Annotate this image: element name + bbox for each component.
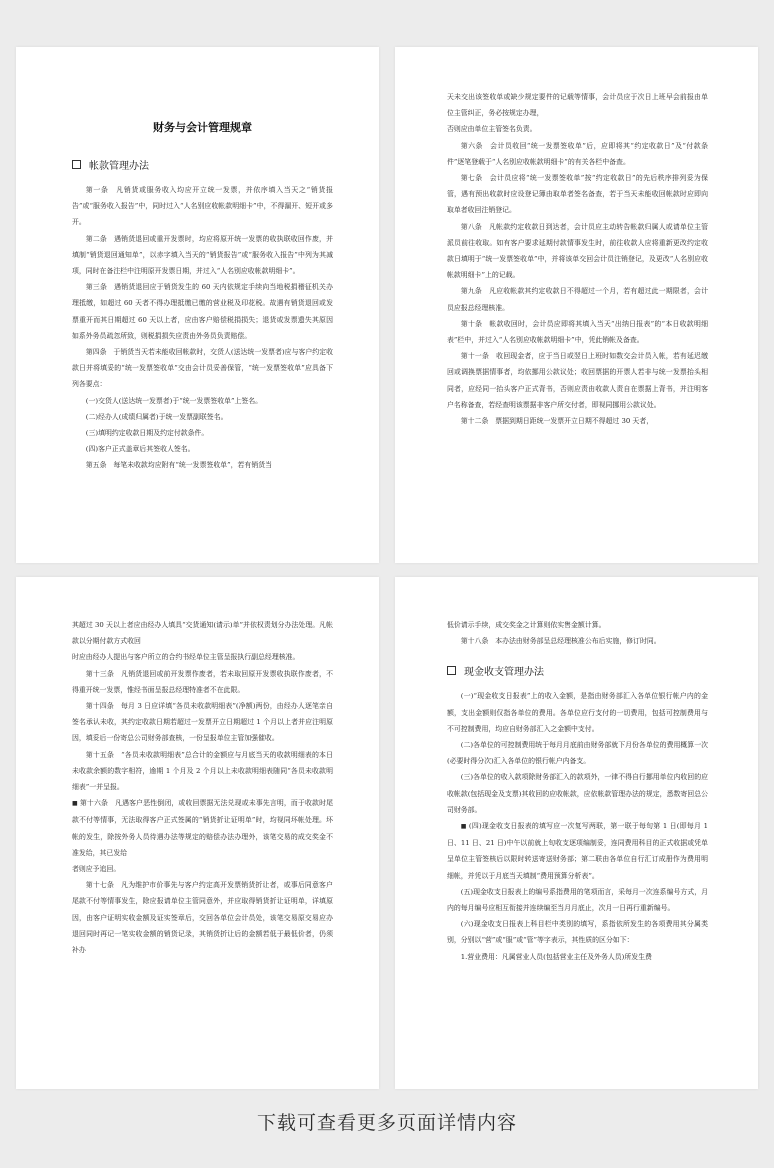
paragraph: (三)各单位的收入款项除财务部汇入的款项外，一律不得自行挪用单位内收回的应收帐款(包括现金及支票)其收回的应收帐款，应依帐款管理办法的规定，悉数寄回总公司财务部。 bbox=[447, 773, 708, 814]
paragraph: 第十七条 凡为维护市价事先与客户约定高开发票销货折让者，或事后同意客户尾款不付等情事发生，除应报请单位主管同意外，并应取得销货折让证明单，详填原因，由客户证明实收金额及证实签章后，交回各单位会计员处，该笔交易原交易应办退回同时再记一笔实收金额的销货记录，其销货折让后的金额若低于最低价者，仍须补办 bbox=[72, 881, 333, 955]
paragraph: 第十四条 每月 3 日应详填“各员未收款明细表”(净额)两份，由经办人逐笔亲自签名承认未收，其约定收款日期若超过一发票开立日期超过 1 个月以上者并应注明原因，填妥后一份寄总公司财务部查核，一份呈报单位主管加强催收。 bbox=[72, 702, 333, 743]
paragraph: 第七条 会计员应将“统一发票签收单”按“约定收款日”的先后秩序排列妥为保管，遇有预出收款时应设登记簿由取单者签名备查，若于当天未能收回帐款时应即向取单者收回注销登记。 bbox=[447, 174, 708, 215]
section-heading-text: 现金收支管理办法 bbox=[464, 667, 544, 679]
paragraph: (二)各单位的可控制费用统于每月月底前由财务部就下月份各单位的费用概算一次(必要时得分次)汇入各单位的银行帐户内备支。 bbox=[447, 741, 708, 766]
paragraph: ■ 第十六条 凡遇客户恶性倒闭，或收回票据无法兑现或未事先言明，而于收款时尾款不付等情事，无法取得客户正式签属的“销货折让证明单”时，均视同坏帐处理。坏帐的发生，除按外务人员待遇办法等规定的赔偿办法办理外，该笔交易的成交奖金不准发给，其已发给 bbox=[72, 795, 333, 861]
document-page-2 bbox=[395, 47, 758, 563]
section-heading bbox=[447, 663, 708, 678]
paragraph: ■ (四)现金收支日报表的填写应一次复写两联，第一联于每旬第 1 日(即每月 1 日、11 日、21 日)中午以前就上旬收支逐项编制妥，连同费用科目的正式收据或凭单呈单位主管签核后以限时转送寄送财务部；第二联由各单位自行汇订成册作为费用明细帐，并凭以于月底当天填制“费用预算分析表”。 bbox=[447, 818, 708, 884]
paragraph: (六)现金收支日报表上科目栏中类别的填写，系指依所发生的各项费用其分属类别，分别以“营”或“服”或“管”等字表示，其性质的区分如下： bbox=[447, 920, 708, 945]
checkbox-square-icon bbox=[447, 666, 456, 675]
document-page-1 bbox=[16, 47, 379, 563]
page-title: 财务与会计管理规章 bbox=[153, 121, 252, 134]
section-heading-text: 帐款管理办法 bbox=[89, 161, 149, 172]
paragraph: 天未交出该签收单或缺少规定要件的记载等情事，会计员应于次日上班早会前报由单位主管纠正，务必按规定办理， bbox=[447, 93, 708, 118]
paragraph: 第一条 凡销货或服务收入均应开立统一发票，并依序填入当天之“销货报告”或“服务收入报告”中，同时过入“人名别应收帐款明细卡”中，不得漏开、短开或多开。 bbox=[72, 186, 333, 227]
paragraph: 其超过 30 天以上者应由经办人填具“交货通知(请示)单”并依权责划分办法处理。凡帐款以分期付款方式收回 bbox=[72, 621, 333, 646]
paragraph: 者则应予追回。 bbox=[72, 865, 121, 874]
paragraph: (二)经办人(成绩归属者)于统一发票副联签名。 bbox=[85, 412, 228, 421]
paragraph: 第二条 遇销货退回或重开发票时，均应将原开统一发票的收执联收回作废，并填制“销货退回通知单”，以赤字填入当天的“销货报告”或“服务收入报告”中列为其减项，同时在备注栏中注明原开发票日期，并过入“人名别应收帐款明细卡”。 bbox=[72, 234, 333, 276]
paragraph: 第六条 会计员收回“统一发票签收单”后，应即将其“约定收款日”及“付款条件”逐笔登载于“人名别应收帐款明细卡”的有关各栏中备查。 bbox=[447, 141, 708, 166]
paragraph: 第九条 凡应收帐款其约定收款日不得超过一个月，若有超过此一期限者，会计员应报总经理核准。 bbox=[447, 287, 708, 312]
paragraph: 第十三条 凡销货退回或前开发票作废者，若未取回原开发票收执联作废者，不得重开统一发票，惟经书面呈报总经理特准者不在此限。 bbox=[72, 669, 333, 694]
download-more-prompt[interactable]: 下载可查看更多页面详情内容 bbox=[256, 1112, 517, 1134]
paragraph: (三)填明约定收款日期及约定付款条件。 bbox=[85, 429, 209, 438]
document-page-4 bbox=[395, 577, 758, 1089]
checkbox-square-icon bbox=[72, 160, 81, 169]
paragraph: 否则应由单位主管签名负责。 bbox=[447, 125, 537, 134]
paragraph: 第四条 于销货当天若未能收回帐款时，交货人(送达统一发票者)应与客户约定收款日并将填妥的“统一发票签收单”交由会计员妥善保管，“统一发票签收单”应具备下列各要点： bbox=[72, 348, 333, 389]
section-heading bbox=[72, 157, 333, 172]
document-page-3 bbox=[16, 577, 379, 1089]
paragraph: 第十八条 本办法由财务部呈总经理核准公布后实施，修订时同。 bbox=[460, 637, 661, 646]
paragraph: 1.营业费用：凡属营业人员(包括营业主任及外务人员)所发生费 bbox=[460, 952, 652, 961]
paragraph: 第五条 每笔未收款均应附有“统一发票签收单”，若有销货当 bbox=[85, 461, 272, 470]
paragraph: 第八条 凡帐款约定收款日到达者，会计员应主动转告帐款归属人或请单位主管派员前往收取。如有客户要求延期付款情事发生时，前往收款人应将重新更改约定收款日填明于“统一发票签收单”中，并将该单交回会计员注销登记，及更改“人名别应收帐款明细卡”上的记载。 bbox=[447, 222, 708, 280]
paragraph: 第十一条 收回现金者，应于当日或翌日上班时如数交会计员入帐，若有延迟缴回或调换票据情事者，均依挪用公款议处；收回票据的开票人若非与统一发票抬头相同者，应经同一抬头客户正式背书，否则应责由收款人责自在票据上背书，并注明客户名称备查，若经查明该票据非客户所交付者，即视同挪用公款议处。 bbox=[447, 352, 708, 409]
paragraph: 第十二条 票据到期日距统一发票开立日期不得超过 30 天者， bbox=[460, 417, 654, 426]
paragraph: (一)“现金收支日报表”上的收入金额，是指由财务部汇入各单位银行帐户内的金额，支出金额则仅指各单位的费用。各单位应行支付的一切费用，包括可控制费用与不可控制费用，均应自财务部汇入之金额中支付。 bbox=[447, 692, 708, 733]
paragraph: 低价请示手续，成交奖金之计算则依实售金额计算。 bbox=[447, 621, 606, 629]
paragraph: 第十五条 “各员未收款明细表”总合计的金额应与月底当天的收款明细表的本日未收款余额的数字相符，逾期 1 个月及 2 个月以上未收款明细表随同“各员未收款明细表”一并呈报。 bbox=[72, 750, 333, 792]
paragraph: 第十条 帐款收回时，会计员应即将其填入当天“出纳日报表”的“本日收款明细表”栏中，并过入“人名别应收帐款明细卡”中，凭此销帐及备查。 bbox=[447, 319, 708, 345]
paragraph: 第三条 遇销货退回应于销货发生的 60 天内依规定手续向当地税捐稽征机关办理抵缴，如超过 60 天者不得办理抵缴已缴的营业税及印花税。故遇有销货退回或发票重开而其日期超过 60 天以上者，应由客户赔偿税捐损失；退货或发票遗失其原因如系外务员疏忽所致，则税捐损失应责由外务员负责赔偿。 bbox=[72, 283, 333, 340]
paragraph: 时应由经办人提出与客户所立的合约书经单位主管呈报执行副总经理核准。 bbox=[72, 653, 300, 662]
paragraph: (四)客户正式盖章后其签收人签名。 bbox=[85, 445, 195, 454]
paragraph: (五)现金收支日报表上的编号系指费用的笔项而言，采每月一次连系编号方式，月内的每月编号应相互衔接并连续编至当月月底止，次月一日再行重新编号。 bbox=[447, 887, 708, 913]
paragraph: (一)交货人(送达统一发票者)于“统一发票签收单”上签名。 bbox=[85, 396, 263, 405]
